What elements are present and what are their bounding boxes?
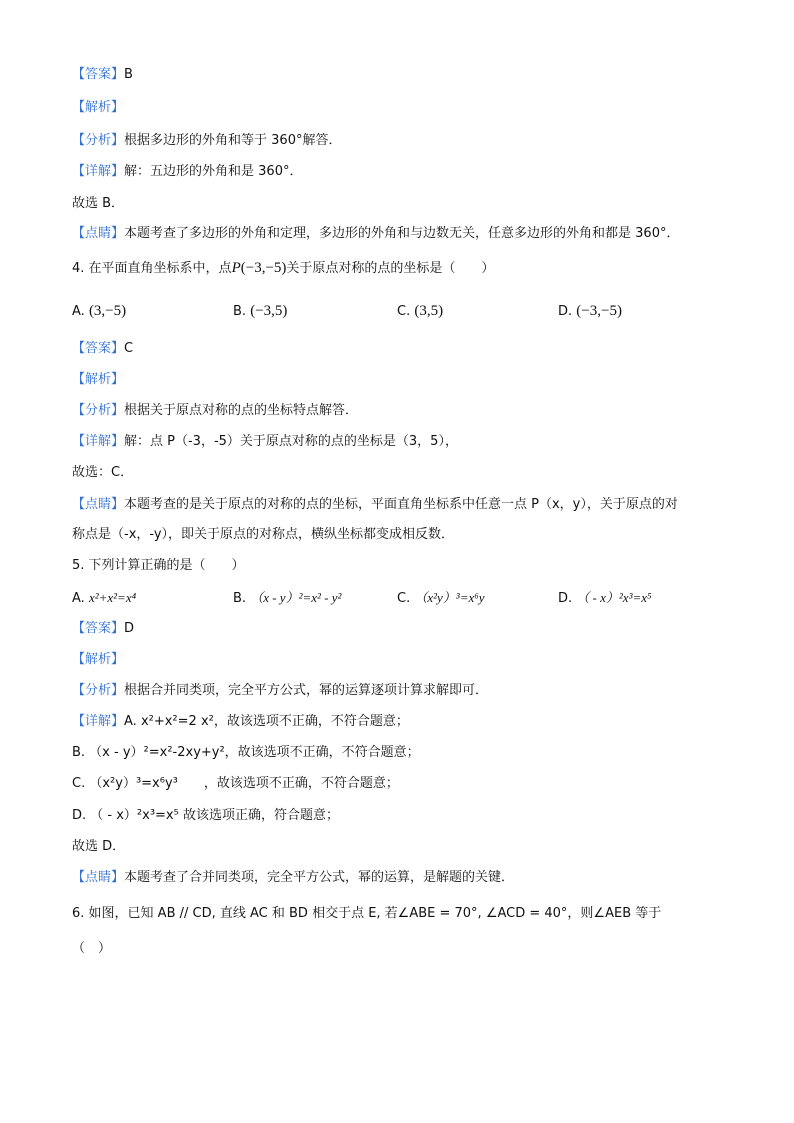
q5-xiangjie-a: A. x²+x²=2 x²，故该选项不正确，不符合题意；	[124, 714, 409, 729]
q3-dianjing-line	[72, 225, 679, 243]
q4-stem-post: 关于原点对称的点的坐标是（ ）	[286, 261, 495, 276]
dianjing-label: 【点睛】	[72, 870, 125, 885]
fenxi-label: 【分析】	[72, 133, 125, 148]
option-value: x²+x²=x⁴	[88, 590, 137, 605]
q3-answer: B	[124, 67, 133, 82]
q3-conclusion: 故选 B．	[72, 196, 125, 211]
q5-option-a	[72, 589, 136, 608]
q4-option-d	[558, 302, 622, 321]
q4-option-b	[233, 302, 287, 321]
dianjing-label: 【点睛】	[72, 497, 125, 512]
analysis-label: 【解析】	[72, 372, 125, 387]
q4-number: 4.	[72, 261, 85, 276]
dianjing-label: 【点睛】	[72, 226, 125, 241]
q5-fenxi: 根据合并同类项，完全平方公式，幂的运算逐项计算求解即可．	[124, 683, 489, 698]
option-letter: C.	[397, 304, 411, 319]
xiangjie-label: 【详解】	[72, 434, 125, 449]
option-letter: D.	[558, 591, 573, 606]
q6-stem	[72, 905, 661, 923]
q4-fenxi-line	[72, 402, 358, 420]
q3-dianjing: 本题考查了多边形的外角和定理，多边形的外角和与边数无关，任意多边形的外角和都是 360°．	[124, 226, 680, 241]
q4-option-a	[72, 302, 126, 321]
option-value: (3,−5)	[88, 303, 127, 319]
q5-fenxi-line	[72, 682, 488, 700]
option-value: （ - x）²x³=x⁵	[576, 590, 652, 605]
analysis-label: 【解析】	[72, 652, 125, 667]
q5-dianjing: 本题考查了合并同类项，完全平方公式，幂的运算，是解题的关键．	[124, 870, 515, 885]
q3-fenxi: 根据多边形的外角和等于 360°解答．	[124, 133, 342, 148]
q4-conclusion: 故选：C．	[72, 465, 134, 480]
q5-option-d	[558, 589, 652, 608]
q5-option-b	[233, 589, 341, 608]
q4-analysis-line	[72, 371, 124, 389]
fenxi-label: 【分析】	[72, 683, 125, 698]
option-letter: A.	[72, 591, 85, 606]
q5-conclusion: 故选 D．	[72, 839, 126, 854]
q3-xiangjie-line	[72, 163, 302, 181]
q3-answer-line	[72, 66, 133, 84]
option-value: (−3,−5)	[576, 303, 622, 319]
q4-answer-line	[72, 340, 133, 358]
q4-option-c	[397, 302, 443, 321]
q5-option-c	[397, 589, 485, 608]
q4-stem	[72, 259, 494, 278]
answer-label: 【答案】	[72, 341, 125, 356]
answer-label: 【答案】	[72, 621, 125, 636]
xiangjie-label: 【详解】	[72, 164, 125, 179]
q5-line-c: C. （x²y）³=x⁶y³ ，故该选项不正确，不符合题意；	[72, 776, 399, 791]
option-letter: C.	[397, 591, 411, 606]
q4-dianjing-2: 称点是（-x，-y），即关于原点的对称点，横纵坐标都变成相反数．	[72, 527, 455, 542]
q4-dianjing-line	[72, 496, 678, 514]
q5-answer: D	[124, 621, 135, 636]
q4-fenxi: 根据关于原点对称的点的坐标特点解答．	[124, 403, 359, 418]
option-letter: A.	[72, 304, 85, 319]
q4-point: P	[231, 260, 241, 276]
q5-number: 5.	[72, 558, 85, 573]
q5-analysis-line	[72, 651, 124, 669]
q6-bracket: （ ）	[72, 941, 112, 956]
q4-stem-pre: 在平面直角坐标系中，点	[88, 261, 232, 276]
q5-dianjing-line	[72, 869, 514, 887]
q4-coords: (−3,−5)	[240, 260, 287, 276]
q5-xiangjie-line	[72, 713, 409, 731]
xiangjie-label: 【详解】	[72, 714, 125, 729]
q4-xiangjie-line	[72, 433, 458, 451]
q4-answer: C	[124, 341, 134, 356]
answer-label: 【答案】	[72, 67, 125, 82]
option-letter: B.	[233, 591, 247, 606]
q3-xiangjie: 解：五边形的外角和是 360°．	[124, 164, 303, 179]
q6-stem-text: 如图，已知 AB // CD, 直线 AC 和 BD 相交于点 E, 若∠ABE = 70°, ∠ACD = 40°，则∠AEB 等于	[88, 906, 662, 921]
q3-fenxi-line	[72, 132, 341, 150]
q4-xiangjie: 解：点 P（-3，-5）关于原点对称的点的坐标是（3，5），	[124, 434, 458, 449]
q5-answer-line	[72, 620, 134, 638]
fenxi-label: 【分析】	[72, 403, 125, 418]
q3-analysis-line	[72, 99, 124, 117]
q5-line-b: B. （x - y）²=x²-2xy+y²，故该选项不正确，不符合题意；	[72, 745, 420, 760]
q5-line-d: D. （ - x）²x³=x⁵ 故该选项正确，符合题意；	[72, 808, 339, 823]
q4-dianjing-1: 本题考查的是关于原点的对称的点的坐标，平面直角坐标系中任意一点 P（x，y），关于原点的对	[124, 497, 678, 512]
option-value: (3,5)	[414, 303, 444, 319]
analysis-label: 【解析】	[72, 100, 125, 115]
option-letter: D.	[558, 304, 573, 319]
option-value: (−3,5)	[250, 303, 288, 319]
option-letter: B.	[233, 304, 247, 319]
option-value: （x - y）²=x² - y²	[250, 590, 342, 605]
q6-number: 6.	[72, 906, 85, 921]
q5-stem-text: 下列计算正确的是（ ）	[88, 558, 245, 573]
option-value: （x²y）³=x⁶y	[414, 590, 485, 605]
q5-stem	[72, 557, 245, 575]
